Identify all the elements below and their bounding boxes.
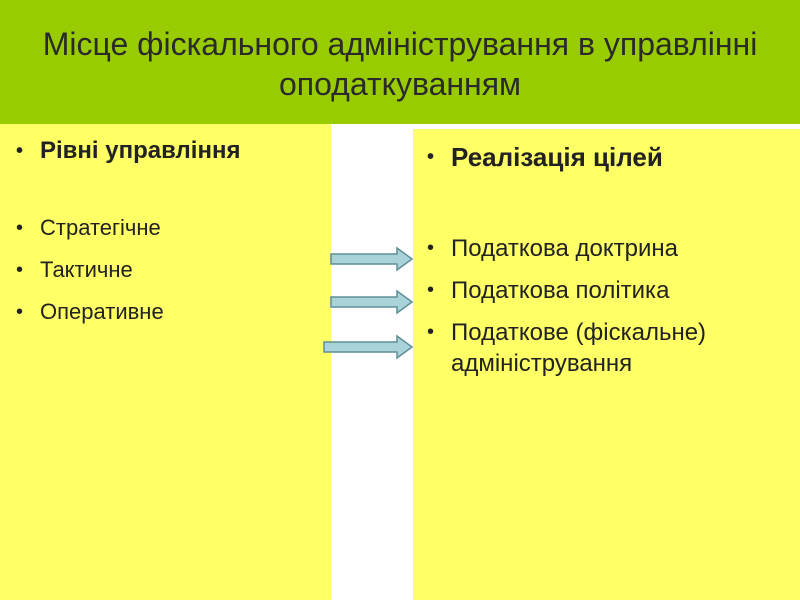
left-heading-item — [14, 136, 331, 166]
list-item — [14, 298, 331, 326]
list-item — [425, 233, 800, 264]
list-item — [14, 214, 331, 242]
bullet-icon: • — [16, 301, 24, 323]
left-panel — [0, 124, 331, 600]
left-item-label: Оперативне — [40, 299, 164, 324]
slide-title: Місце фіскального адміністрування в управлінні оподаткуванням — [42, 26, 758, 102]
bullet-icon: • — [427, 146, 435, 168]
title-bar — [0, 0, 800, 124]
bullet-icon: • — [16, 259, 24, 281]
list-item — [14, 256, 331, 284]
list-item — [425, 317, 800, 379]
right-panel — [413, 129, 800, 600]
left-list — [14, 136, 331, 326]
right-item-label: Податкова доктрина — [451, 235, 678, 262]
bullet-icon: • — [427, 237, 435, 259]
right-item-label: Податкова політика — [451, 277, 670, 304]
bullet-icon: • — [16, 217, 24, 239]
right-heading-item — [425, 141, 800, 173]
bullet-icon: • — [427, 321, 435, 343]
left-heading: Рівні управління — [40, 137, 241, 164]
left-item-label: Тактичне — [40, 257, 133, 282]
arrow-right-icon — [329, 289, 415, 315]
left-item-label: Стратегічне — [40, 215, 161, 240]
right-heading: Реалізація цілей — [451, 142, 663, 172]
arrow-right-icon — [329, 246, 415, 272]
right-list — [425, 141, 800, 379]
right-item-label: Податкове (фіскальне) адміністрування — [451, 319, 707, 377]
list-spacer — [14, 180, 331, 214]
arrow-right-icon — [322, 334, 415, 360]
list-item — [425, 275, 800, 306]
bullet-icon: • — [16, 140, 24, 162]
list-spacer — [425, 184, 800, 222]
bullet-icon: • — [427, 279, 435, 301]
